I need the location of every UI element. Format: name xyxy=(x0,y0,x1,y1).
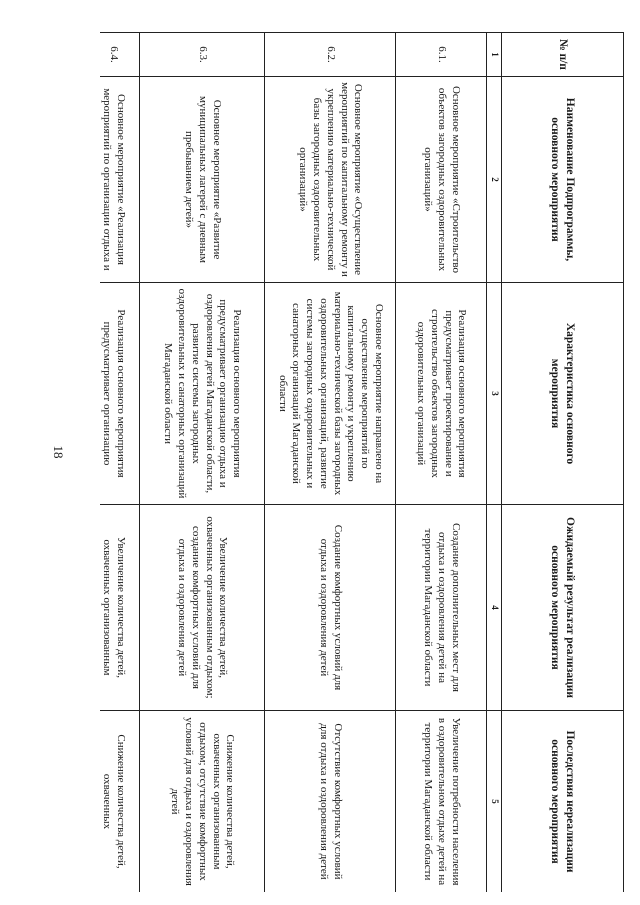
non-implementation-consequence: Снижение количества детей, охваченных организованным отдыхом; отсутствие комфортных условий для отдыха и оздоровления детей xyxy=(140,711,265,893)
column-number: 2 xyxy=(487,77,502,283)
non-implementation-consequence: Снижение количества детей, охваченных xyxy=(100,711,140,893)
measure-name: Основное мероприятие «Реализация мероприятий по организации отдыха и xyxy=(100,77,140,283)
column-number: 5 xyxy=(487,711,502,893)
table-header-row xyxy=(502,33,624,893)
rotated-table-frame xyxy=(100,32,624,892)
table-row xyxy=(396,33,487,893)
measure-characteristic: Основное мероприятие направлено на осуществление мероприятий по капитальному ремонту и укреплению материально-технической базы загородных оздоровительных организаций, развитие системы загородных оздоровительных и санаторных организаций Магаданской области xyxy=(265,283,396,505)
landscape-sheet xyxy=(100,32,624,892)
page-number: 18 xyxy=(51,445,66,459)
table-row xyxy=(100,33,140,893)
measure-name: Основное мероприятие «Осуществление мероприятий по капитальному ремонту и укреплению материально-технической базы загородных оздоровительных организаций» xyxy=(265,77,396,283)
row-number: 6.3. xyxy=(140,33,265,77)
expected-result: Увеличение количества детей, охваченных организованным отдыхом; создание комфортных условий для отдыха и оздоровления детей xyxy=(140,505,265,711)
header-result: Ожидаемый результат реализации основного мероприятия xyxy=(502,505,624,711)
column-number: 4 xyxy=(487,505,502,711)
expected-result: Увеличение количества детей, охваченных организованным xyxy=(100,505,140,711)
measure-characteristic: Реализация основного мероприятия предусматривает организацию xyxy=(100,283,140,505)
measure-characteristic: Реализация основного мероприятия предусматривает организацию отдыха и оздоровления детей Магаданской области, развитие системы загородных оздоровительных и санаторных организаций Магаданской области xyxy=(140,283,265,505)
expected-result: Создание комфортных условий для отдыха и оздоровления детей xyxy=(265,505,396,711)
column-number: 1 xyxy=(487,33,502,77)
column-number-row xyxy=(487,33,502,893)
table-row xyxy=(140,33,265,893)
row-number: 6.2. xyxy=(265,33,396,77)
measure-name: Основное мероприятие «Развитие муниципальных лагерей с дневным пребыванием детей» xyxy=(140,77,265,283)
header-name: Наименование Подпрограммы, основного мероприятия xyxy=(502,77,624,283)
expected-result: Создание дополнительных мест для отдыха и оздоровления детей на территории Магаданской области xyxy=(396,505,487,711)
table-row xyxy=(265,33,396,893)
column-number: 3 xyxy=(487,283,502,505)
non-implementation-consequence: Отсутствие комфортных условий для отдыха и оздоровления детей xyxy=(265,711,396,893)
row-number: 6.1. xyxy=(396,33,487,77)
header-num: № п/п xyxy=(502,33,624,77)
header-consequence: Последствия нереализации основного мероприятия xyxy=(502,711,624,893)
measure-name: Основное мероприятие «Строительство объектов загородных оздоровительных организаций» xyxy=(396,77,487,283)
non-implementation-consequence: Увеличение потребности населения в оздоровительном отдыхе детей на территории Магаданской области xyxy=(396,711,487,893)
row-number: 6.4. xyxy=(100,33,140,77)
measure-characteristic: Реализация основного мероприятия предусматривает проектирование и строительство объектов загородных оздоровительных организаций xyxy=(396,283,487,505)
measures-table xyxy=(100,32,624,892)
header-characteristic: Характеристика основного мероприятия xyxy=(502,283,624,505)
